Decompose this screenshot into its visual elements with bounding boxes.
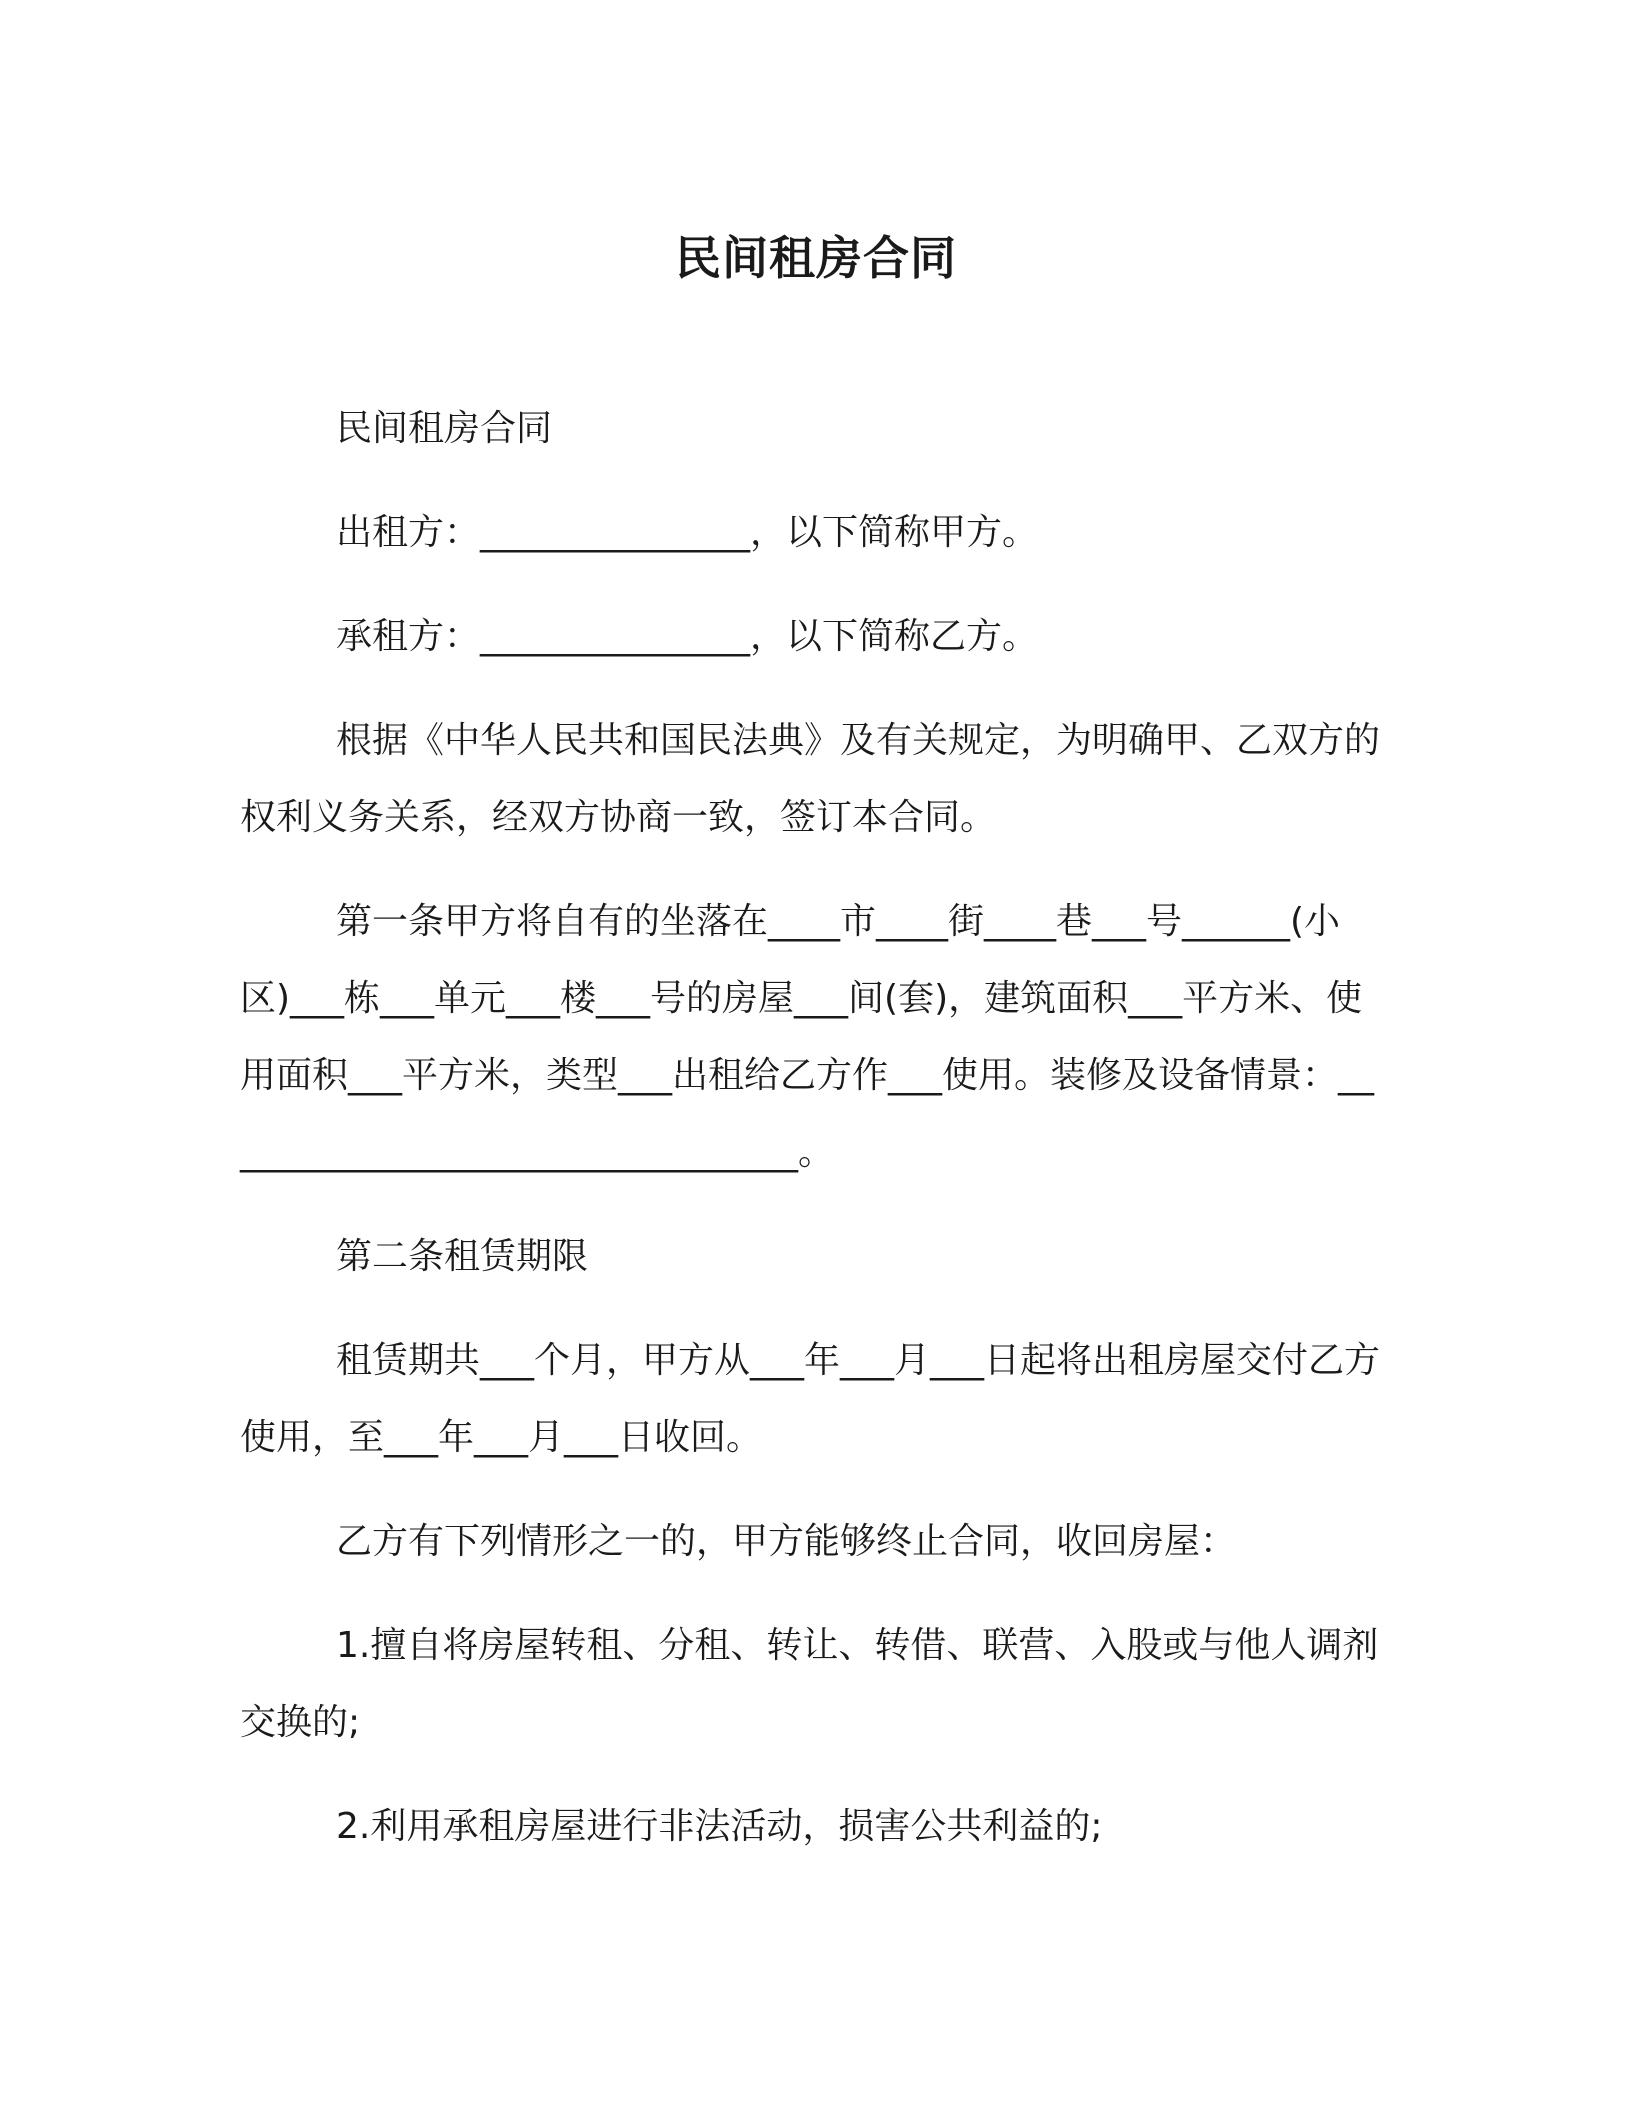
paragraph-termination-conditions: 乙方有下列情形之一的，甲方能够终止合同，收回房屋： (336, 1521, 1237, 1562)
paragraph-lessee: 承租方：_______________，以下简称乙方。 (336, 616, 1039, 657)
paragraph-article-2-heading: 第二条租赁期限 (336, 1236, 589, 1277)
document-title: 民间租房合同 (675, 231, 957, 285)
paragraph-preamble: 根据《中华人民共和国民法典》及有关规定，为明确甲、乙双方的权利义务关系，经双方协商一致，签订本合同。 (240, 720, 1381, 838)
paragraph-condition-2: 2.利用承租房屋进行非法活动，损害公共利益的; (336, 1806, 1103, 1847)
paragraph-condition-1: 1.擅自将房屋转租、分租、转让、转借、联营、入股或与他人调剂交换的; (240, 1625, 1379, 1743)
document-body (240, 390, 1388, 1892)
paragraph-heading: 民间租房合同 (336, 408, 553, 449)
paragraph-lessor: 出租方：_______________，以下简称甲方。 (336, 512, 1039, 553)
paragraph-lease-term: 租赁期共___个月，甲方从___年___月___日起将出租房屋交付乙方使用，至___年___月___日收回。 (240, 1340, 1381, 1458)
paragraph-article-1: 第一条甲方将自有的坐落在____市____街____巷___号______(小区)___栋___单元___楼___号的房屋___间(套)，建筑面积___平方米、使用面积___平方米，类型___出租给乙方作___使用。装修及设备情景：_________________________________。 (240, 901, 1375, 1173)
